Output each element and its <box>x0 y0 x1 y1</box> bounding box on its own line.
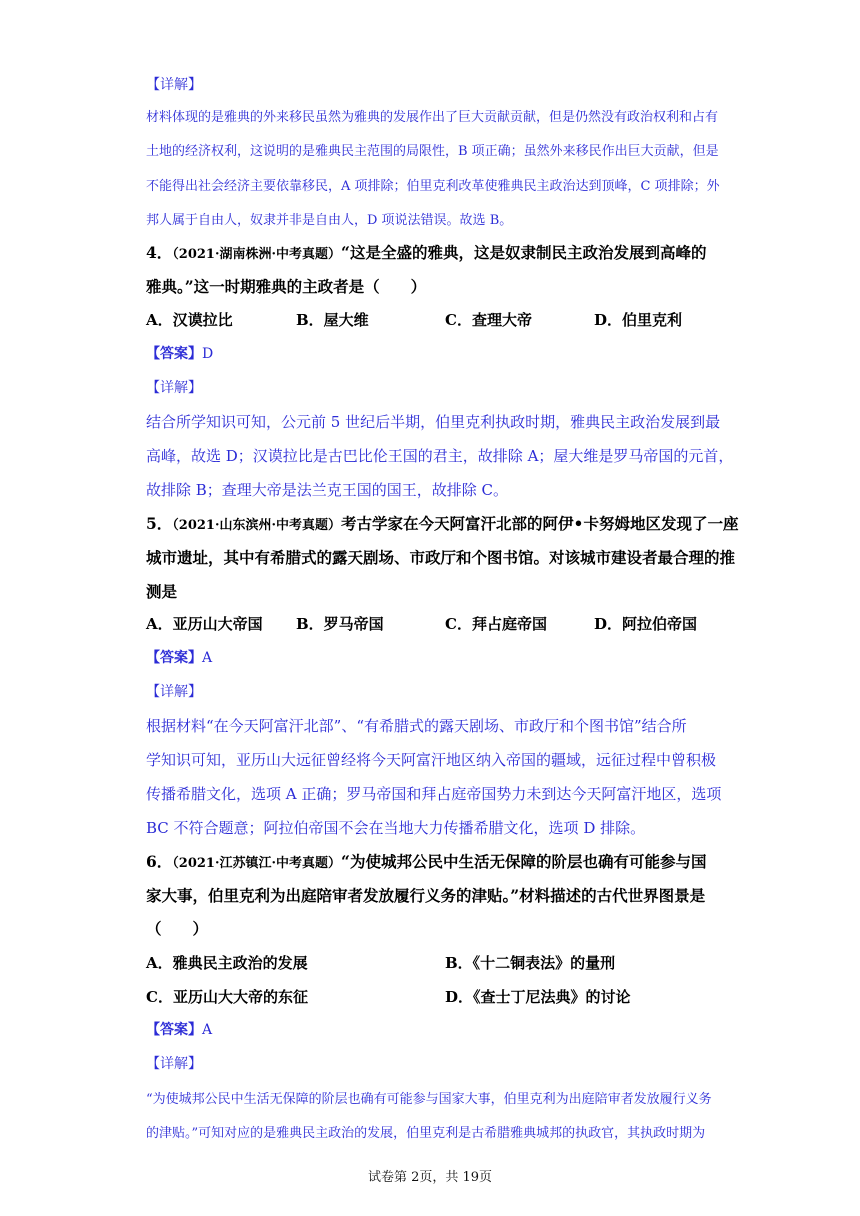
explain-line: “为使城邦公民中生活无保障的阶层也确有可能参与国家大事，伯里克利为出庭陪审者发放履行义务 <box>146 1092 712 1107</box>
answer-line <box>146 343 213 363</box>
answer-value: D <box>202 346 214 362</box>
question-number: 5． <box>146 514 173 533</box>
explain-line: 土地的经济权利，这说明的是雅典民主范围的局限性，B 项正确；虽然外来移民作出巨大贡献，但是 <box>146 144 719 159</box>
explain-line: 的津贴。”可知对应的是雅典民主政治的发展，伯里克利是古希腊雅典城邦的执政官，其执政时期为 <box>146 1126 706 1141</box>
explain-label: 【详解】 <box>146 380 202 396</box>
option-c: C．亚历山大大帝的东征 <box>146 988 308 1006</box>
question-text: 家大事，伯里克利为出庭陪审者发放履行义务的津贴。”材料描述的古代世界图景是 <box>146 886 706 905</box>
option-c: C．拜占庭帝国 <box>445 615 547 633</box>
option-d: D．《查士丁尼法典》的讨论 <box>445 988 631 1006</box>
option-b: B．罗马帝国 <box>296 615 384 633</box>
answer-value: A <box>202 1022 213 1038</box>
question-text: 测是 <box>146 582 178 601</box>
explain-line: 传播希腊文化，选项 A 正确；罗马帝国和拜占庭帝国势力未到达今天阿富汗地区，选项 <box>146 785 722 803</box>
explain-line: 故排除 B；查理大帝是法兰克王国的国王，故排除 C。 <box>146 481 509 499</box>
explain-line: BC 不符合题意；阿拉伯帝国不会在当地大力传播希腊文化，选项 D 排除。 <box>146 819 646 837</box>
explain-line: 结合所学知识可知，公元前 5 世纪后半期，伯里克利执政时期，雅典民主政治发展到最 <box>146 413 721 431</box>
answer-label: 【答案】 <box>146 650 202 666</box>
option-a: A．雅典民主政治的发展 <box>146 954 308 972</box>
option-a: A．亚历山大帝国 <box>146 615 263 633</box>
answer-line <box>146 647 212 667</box>
question-text: 城市遗址，其中有希腊式的露天剧场、市政厅和个图书馆。对该城市建设者最合理的推 <box>146 548 736 567</box>
explain-label: 【详解】 <box>146 684 202 700</box>
answer-line <box>146 1019 212 1039</box>
explain-label: 【详解】 <box>146 1056 202 1072</box>
answer-label: 【答案】 <box>146 346 202 362</box>
question-4-stem <box>146 241 706 263</box>
option-a: A．汉谟拉比 <box>146 311 233 329</box>
explain-line: 邦人属于自由人，奴隶并非是自由人，D 项说法错误。故选 B。 <box>146 213 513 228</box>
option-d: D．阿拉伯帝国 <box>594 615 698 633</box>
question-text: 雅典。”这一时期雅典的主政者是（ ） <box>146 277 427 296</box>
option-b: B．《十二铜表法》的量刑 <box>445 954 616 972</box>
question-text: 考古学家在今天阿富汗北部的阿伊•卡努姆地区发现了一座 <box>341 514 739 533</box>
question-source: （2021·湖南株洲·中考真题） <box>172 247 342 262</box>
explain-line: 高峰，故选 D；汉谟拉比是古巴比伦王国的君主，故排除 A；屋大维是罗马帝国的元首， <box>146 447 734 465</box>
option-b: B．屋大维 <box>296 311 369 329</box>
option-d: D．伯里克利 <box>594 311 683 329</box>
question-number: 4． <box>146 243 173 262</box>
explain-line: 不能得出社会经济主要依靠移民，A 项排除；伯里克利改革使雅典民主政治达到顶峰，C 项排除；外 <box>146 179 720 194</box>
explain-label: 【详解】 <box>146 77 202 93</box>
page-footer: 试卷第 2页，共 19页 <box>367 1170 493 1185</box>
question-text: “这是全盛的雅典，这是奴隶制民主政治发展到高峰的 <box>341 243 707 262</box>
question-6-stem <box>146 850 706 872</box>
question-number: 6． <box>146 852 173 871</box>
question-5-stem <box>146 512 738 534</box>
explain-line: 根据材料“在今天阿富汗北部”、“有希腊式的露天剧场、市政厅和个图书馆”结合所 <box>146 717 687 735</box>
question-text: （ ） <box>146 919 209 938</box>
option-c: C．查理大帝 <box>445 311 532 329</box>
question-text: “为使城邦公民中生活无保障的阶层也确有可能参与国 <box>341 852 707 871</box>
question-source: （2021·山东滨州·中考真题） <box>172 518 342 533</box>
answer-label: 【答案】 <box>146 1022 202 1038</box>
question-source: （2021·江苏镇江·中考真题） <box>172 856 342 871</box>
explain-line: 材料体现的是雅典的外来移民虽然为雅典的发展作出了巨大贡献贡献，但是仍然没有政治权利和占有 <box>146 110 719 125</box>
answer-value: A <box>202 650 213 666</box>
explain-line: 学知识可知，亚历山大远征曾经将今天阿富汗地区纳入帝国的疆域，远征过程中曾积极 <box>146 751 717 769</box>
